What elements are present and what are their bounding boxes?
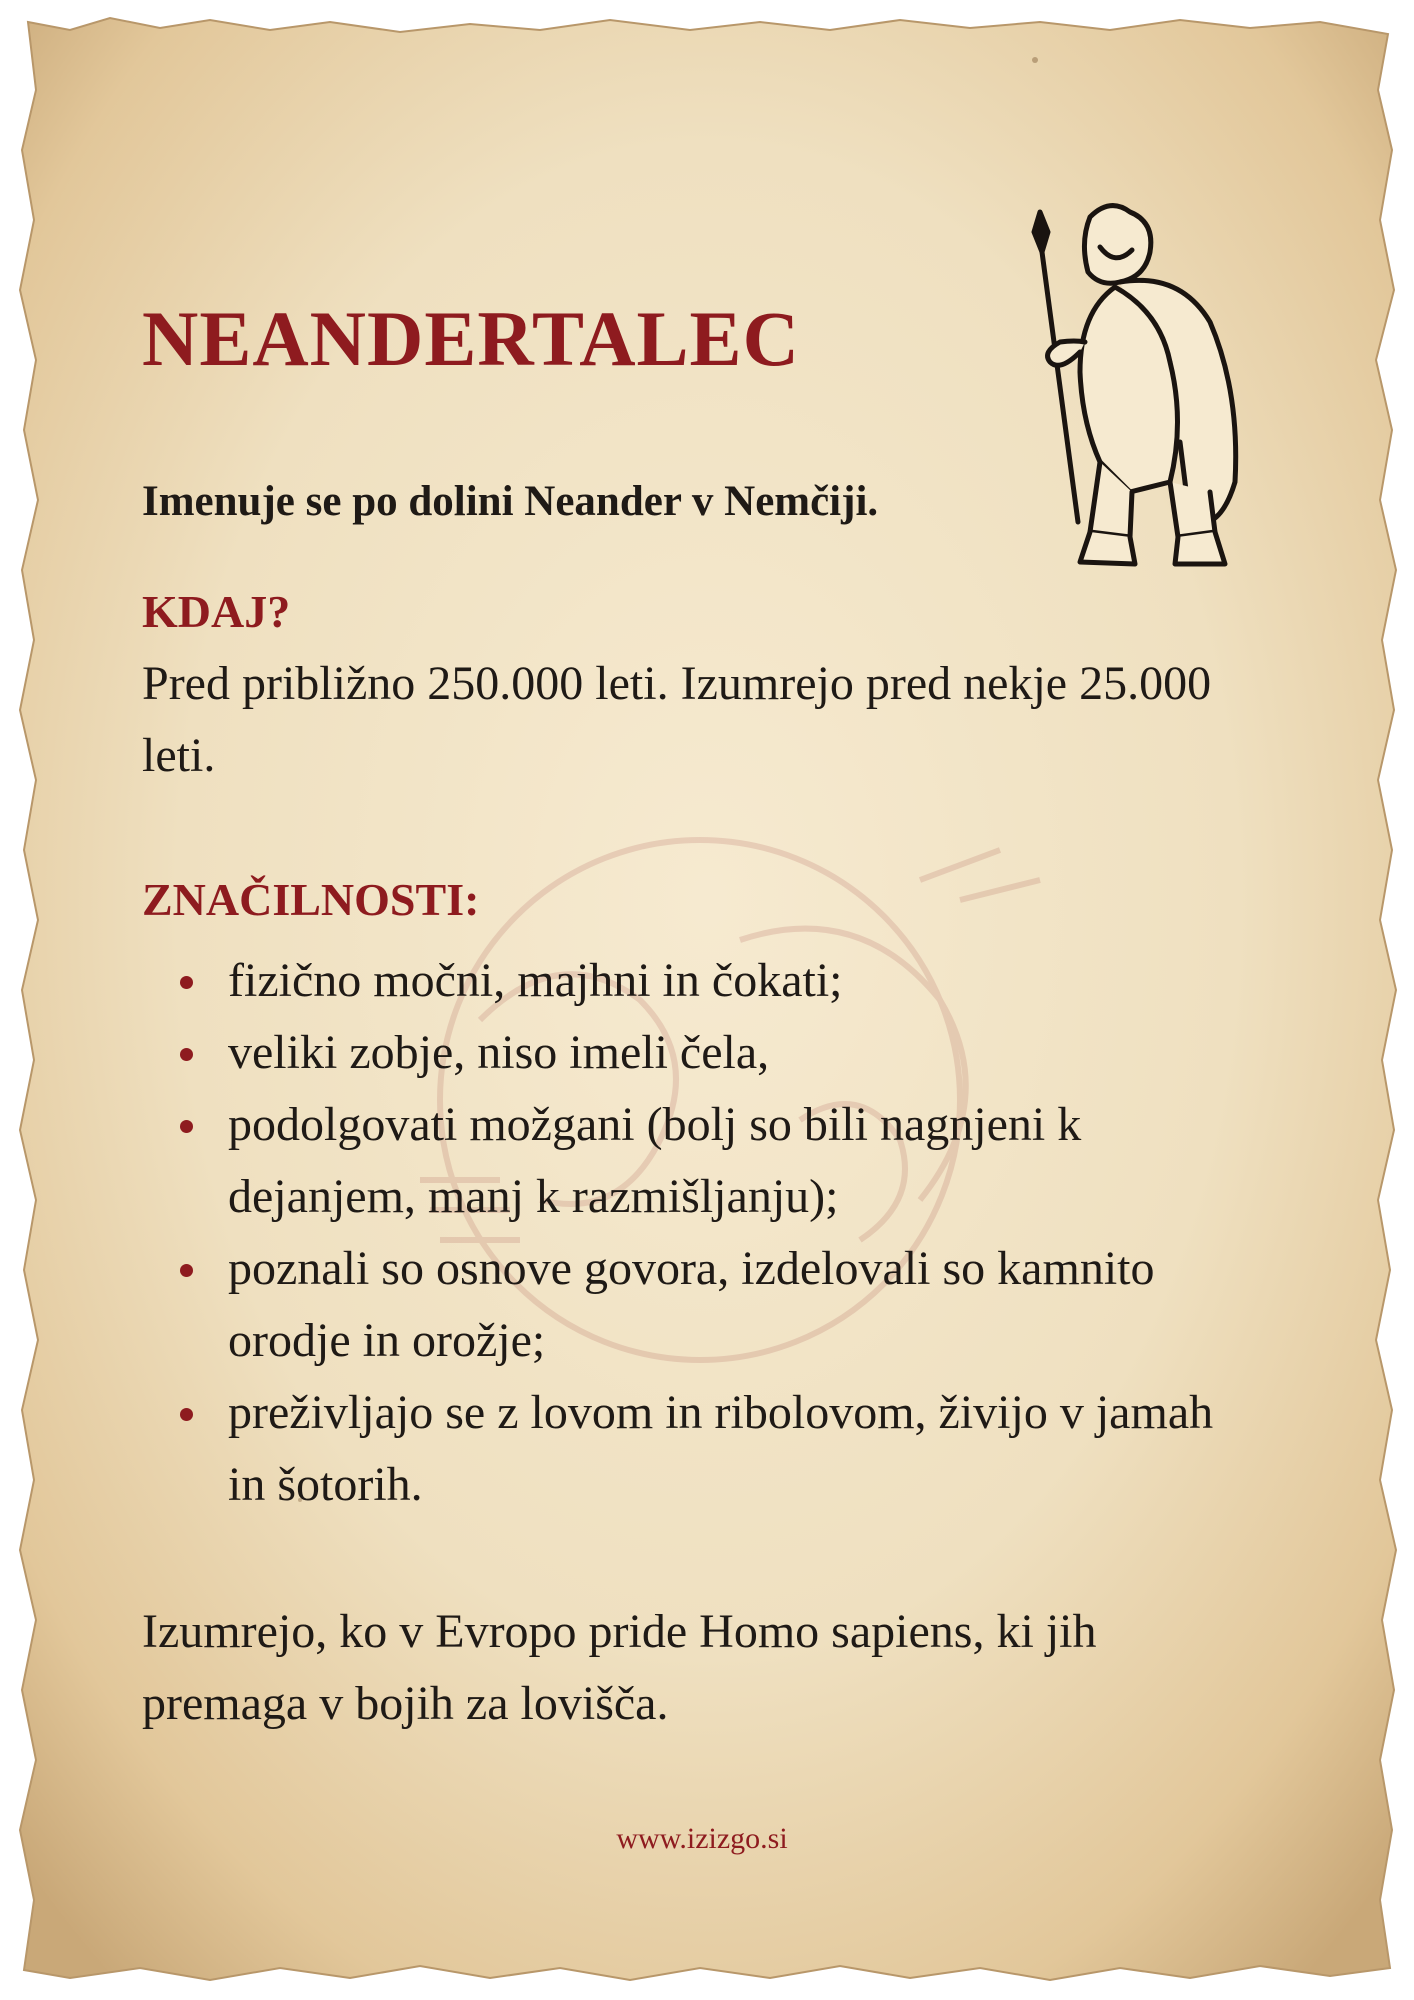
list-item-text: veliki zobje, niso imeli čela,: [228, 1026, 770, 1079]
bullet-icon: [180, 1120, 193, 1133]
bullet-icon: [180, 1264, 193, 1277]
footer-url[interactable]: www.izizgo.si: [616, 1822, 788, 1855]
page-title: NEANDERTALEC: [142, 295, 800, 382]
list-item: [180, 1089, 1260, 1233]
bullet-icon: [180, 976, 193, 989]
list-item: [180, 945, 1260, 1017]
document-content: [142, 0, 1262, 2000]
list-item-text: fizično močni, majhni in čokati;: [228, 954, 843, 1007]
list-item-text: poznali so osnove govora, izdelovali so kamnito orodje in orožje;: [228, 1242, 1155, 1367]
features-list: [180, 945, 1260, 1521]
bullet-icon: [180, 1048, 193, 1061]
subtitle: Imenuje se po dolini Neander v Nemčiji.: [142, 478, 879, 525]
when-heading: KDAJ?: [142, 586, 291, 637]
bullet-icon: [180, 1408, 193, 1421]
features-heading: ZNAČILNOSTI:: [142, 874, 480, 925]
when-text: Pred približno 250.000 leti. Izumrejo pred nekje 25.000 leti.: [142, 657, 1212, 782]
closing-text: Izumrejo, ko v Evropo pride Homo sapiens, ki jih premaga v bojih za lovišča.: [142, 1605, 1097, 1730]
list-item-text: preživljajo se z lovom in ribolovom, živijo v jamah in šotorih.: [228, 1386, 1214, 1511]
list-item-text: podolgovati možgani (bolj so bili nagnjeni k dejanjem, manj k razmišljanju);: [228, 1098, 1082, 1223]
list-item: [180, 1233, 1260, 1377]
list-item: [180, 1017, 1260, 1089]
list-item: [180, 1377, 1260, 1521]
